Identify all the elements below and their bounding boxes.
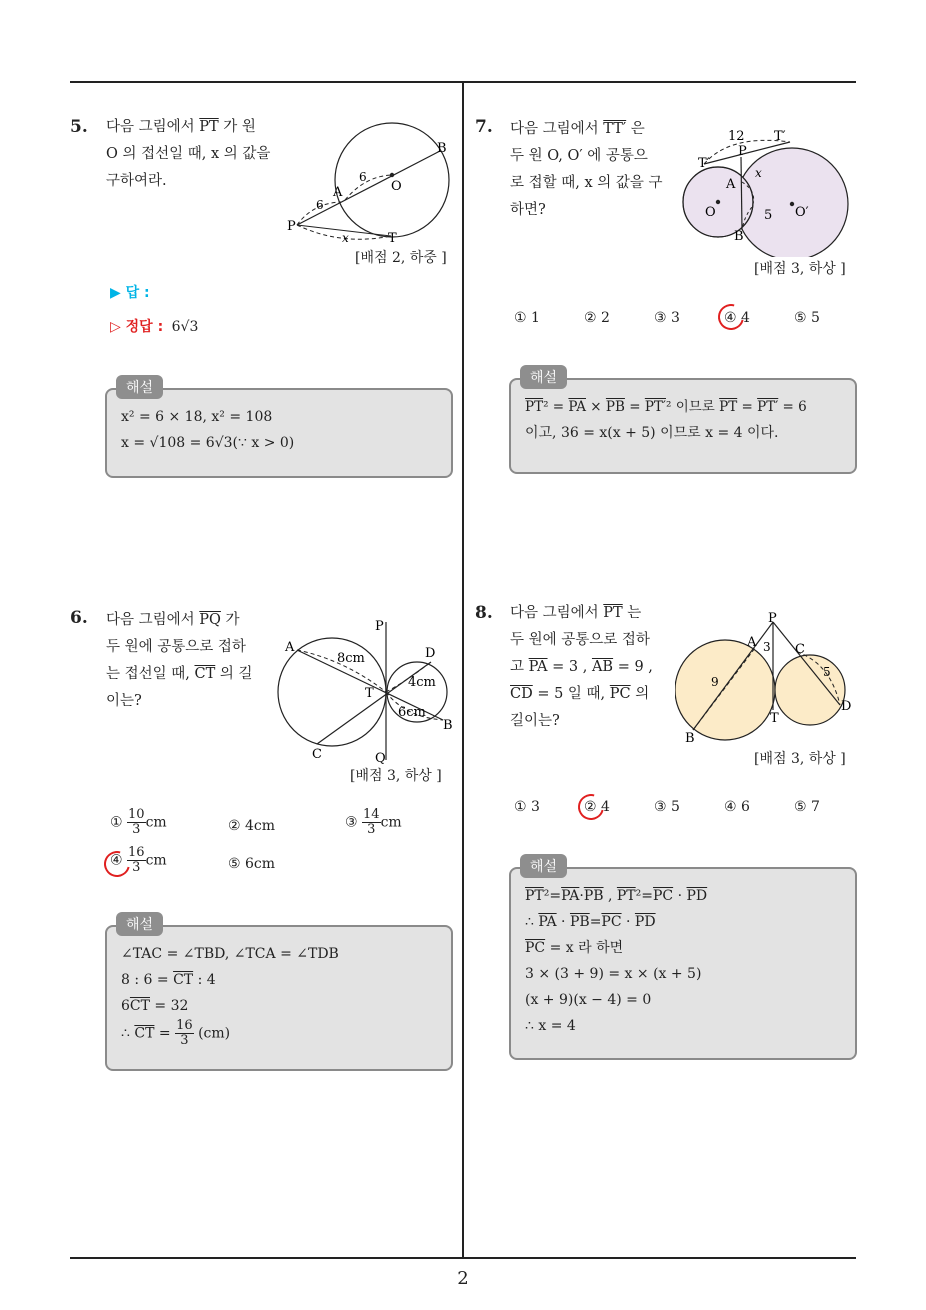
svg-text:O: O bbox=[705, 205, 716, 220]
q8-explain-line1: $\overline{PT}^2=\overline{PA}\cdot\overline{PB}$ , $\overline{PT}^2=\overline{PC} \cdot \overline{PD}$ bbox=[525, 888, 708, 904]
column-divider bbox=[462, 82, 464, 1258]
secant-pb bbox=[297, 151, 440, 225]
q8-explain-box bbox=[509, 867, 857, 1060]
svg-text:Q: Q bbox=[375, 751, 386, 764]
label-p: P bbox=[287, 219, 296, 234]
q5-explain-line1: x² = 6 × 18, x² = 108 bbox=[121, 409, 273, 425]
svg-text:6: 6 bbox=[359, 170, 367, 184]
svg-text:T′: T′ bbox=[698, 156, 710, 171]
q7-figure bbox=[680, 122, 860, 257]
q8-choice-1[interactable]: ① 3 bbox=[514, 799, 540, 815]
svg-text:x: x bbox=[755, 166, 762, 180]
q7-text: 다음 그림에서 TT′ 은 두 원 O, O′ 에 공통으 로 접할 때, x 의 값을 구 하면? bbox=[510, 121, 663, 218]
svg-text:6cm: 6cm bbox=[398, 705, 426, 720]
q5-number: 5. bbox=[70, 117, 88, 137]
svg-text:x: x bbox=[342, 231, 349, 245]
svg-text:A: A bbox=[726, 177, 736, 192]
q6-choice-2[interactable]: ② 4cm bbox=[228, 818, 276, 834]
q8-answer-mark bbox=[573, 789, 609, 825]
svg-text:A: A bbox=[285, 640, 295, 655]
q7-choice-2[interactable]: ② 2 bbox=[584, 310, 610, 326]
q6-explain-line3: $6\overline{CT} = 32$ bbox=[121, 998, 189, 1014]
q6-explain-line1: ∠TAC = ∠TBD, ∠TCA = ∠TDB bbox=[121, 946, 339, 962]
q5-explain-box bbox=[105, 388, 453, 478]
q7-choice-3[interactable]: ③ 3 bbox=[654, 310, 680, 326]
q8-choice-2[interactable]: ② 4 bbox=[584, 799, 610, 815]
page-number: 2 bbox=[457, 1268, 469, 1289]
q6-explain-line2: 8 : $6 = \overline{CT}$ : 4 bbox=[121, 972, 216, 988]
q6-explain-tag: 해설 bbox=[116, 912, 163, 936]
q7-explain-box bbox=[509, 378, 857, 474]
svg-text:5: 5 bbox=[764, 208, 773, 223]
q8-number: 8. bbox=[475, 603, 493, 623]
svg-text:C: C bbox=[795, 642, 805, 657]
q7-score: [배점 3, 하상 ] bbox=[754, 261, 846, 277]
svg-text:B: B bbox=[685, 731, 695, 746]
label-t: T bbox=[388, 231, 397, 246]
q8-choice-5[interactable]: ⑤ 7 bbox=[794, 799, 820, 815]
q8-explain-line6: ∴ x = 4 bbox=[525, 1018, 576, 1034]
q6-explain-line4: ∴ $\overline{CT}$ = $\frac{16}{3}$ (cm) bbox=[121, 1018, 231, 1048]
svg-text:C: C bbox=[312, 747, 322, 762]
q8-choice-3[interactable]: ③ 5 bbox=[654, 799, 680, 815]
svg-text:P: P bbox=[375, 619, 384, 634]
svg-text:5: 5 bbox=[823, 665, 831, 679]
q5-correct-value: 6√3 bbox=[171, 319, 199, 335]
q6-text: 다음 그림에서 $\overline{PQ}$ 가 두 원에 공통으로 접하 는 접선일 때, $\overline{CT}$ 의 길 이는? bbox=[106, 612, 253, 709]
q8-text: 다음 그림에서 $\overline{PT}$ 는 두 원에 공통으로 접하 고 $\overline{PA} = 3$ , $\overline{AB} = 9$ , $\overline{CD} = 5$ 일 때, $\overline{PC}$ 의 길이는? bbox=[510, 605, 653, 729]
q7-explain-tag: 해설 bbox=[520, 365, 567, 389]
q5-text: 다음 그림에서 $\overline{PT}$ 가 원 O 의 접선일 때, x 의 값을 구하여라. bbox=[106, 119, 271, 189]
q7-number: 7. bbox=[475, 117, 493, 137]
q7-explain-line2: 이고, 36 = x(x + 5) 이므로 x = 4 이다. bbox=[525, 425, 779, 441]
q7-choice-5[interactable]: ⑤ 5 bbox=[794, 310, 820, 326]
label-a: A bbox=[333, 185, 343, 200]
q5-score: [배점 2, 하중 ] bbox=[355, 250, 447, 266]
q7-explain-line1: $\overline{PT}^2 = \overline{PA} \times \overline{PB} = PT'^2$ 이므로 $\overline{PT} = PT' = 6$ bbox=[525, 399, 807, 415]
q6-choice-3[interactable]: ③ $\frac{14}{3}$ cm bbox=[345, 807, 402, 837]
svg-text:T′: T′ bbox=[774, 129, 786, 144]
q8-explain-line2: ∴ $\overline{PA} \cdot \overline{PB}=\overline{PC} \cdot \overline{PD}$ bbox=[525, 914, 656, 930]
q7-answer-mark bbox=[713, 299, 749, 335]
q8-explain-tag: 해설 bbox=[520, 854, 567, 878]
q6-choice-5[interactable]: ⑤ 6cm bbox=[228, 856, 276, 872]
q5-correct-row bbox=[110, 316, 198, 336]
svg-text:12: 12 bbox=[728, 129, 745, 144]
q7-choice-4[interactable]: ④ 4 bbox=[724, 310, 750, 326]
q6-number: 6. bbox=[70, 608, 88, 628]
q8-score: [배점 3, 하상 ] bbox=[754, 751, 846, 767]
svg-text:6: 6 bbox=[316, 198, 324, 212]
label-o: O bbox=[391, 179, 402, 194]
q8-explain-line3: $\overline{PC} = x$ 라 하면 bbox=[525, 940, 624, 956]
q6-figure bbox=[275, 612, 460, 764]
svg-text:T: T bbox=[770, 711, 779, 726]
q5-figure bbox=[285, 118, 460, 248]
q5-explain-line2: x = √108 = 6√3(∵ x > 0) bbox=[121, 435, 295, 451]
svg-text:P: P bbox=[768, 611, 777, 626]
label-b: B bbox=[437, 141, 447, 156]
q8-explain-line5: (x + 9)(x − 4) = 0 bbox=[525, 992, 652, 1008]
q5-explain-tag: 해설 bbox=[116, 375, 163, 399]
svg-text:P: P bbox=[738, 144, 747, 159]
bottom-rule bbox=[70, 1257, 856, 1259]
q8-explain-line4: 3 × (3 + 9) = x × (x + 5) bbox=[525, 966, 702, 982]
q7-choice-1[interactable]: ① 1 bbox=[514, 310, 540, 326]
svg-text:D: D bbox=[841, 699, 852, 714]
svg-text:D: D bbox=[425, 646, 436, 661]
svg-text:T: T bbox=[365, 686, 374, 701]
svg-text:3: 3 bbox=[763, 640, 771, 654]
svg-text:B: B bbox=[443, 718, 453, 733]
q8-figure bbox=[675, 608, 860, 748]
svg-text:O′: O′ bbox=[795, 205, 809, 220]
q6-score: [배점 3, 하상 ] bbox=[350, 768, 442, 784]
svg-text:4cm: 4cm bbox=[408, 675, 436, 690]
svg-text:B: B bbox=[734, 229, 744, 244]
svg-text:A: A bbox=[747, 635, 757, 650]
q6-explain-box bbox=[105, 925, 453, 1071]
q6-choice-4[interactable]: ④ $\frac{16}{3}$ cm bbox=[110, 845, 167, 875]
q6-choice-1[interactable]: ① $\frac{10}{3}$ cm bbox=[110, 807, 167, 837]
q5-correct-label: ▷ 정답 : bbox=[110, 319, 164, 335]
svg-text:9: 9 bbox=[711, 675, 719, 689]
svg-text:8cm: 8cm bbox=[337, 651, 365, 666]
q8-choice-4[interactable]: ④ 6 bbox=[724, 799, 750, 815]
q5-answer-label: ▶ 답 : bbox=[110, 285, 150, 301]
